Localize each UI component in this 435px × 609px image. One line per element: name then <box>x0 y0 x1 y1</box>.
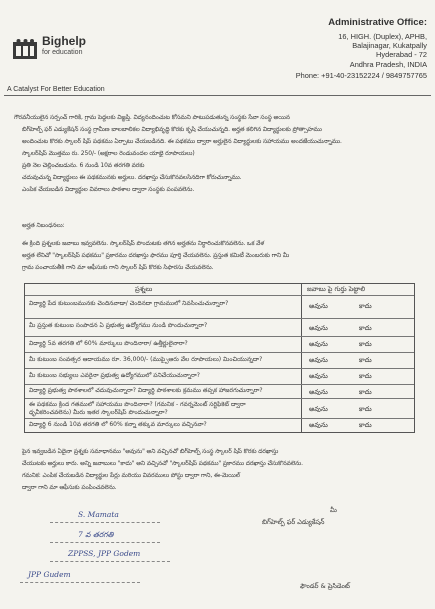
answer-yes-label: అవును <box>309 388 328 396</box>
table-row-divider <box>25 398 414 399</box>
table-row-divider <box>25 368 414 369</box>
header-divider <box>4 95 431 96</box>
closing-line: చేయుటకు అర్హులు కారు. అన్ని జవాబులు "కాదు" అని వచ్చినచో "స్కాలర్‌షిప్ పథకము" ప్రకారము దరఖాస్తు చేసుకొనవలెను. <box>22 460 303 467</box>
table-row-question: ఈ పథకము క్రింద గతములో సహాయము పొందినారా? (గమనిక - గవర్నమెంట్ సర్టిఫికెట్ ద్వారా <box>29 401 246 408</box>
answer-no-label: కాదు <box>359 405 372 413</box>
letter-line: స్కాలర్‌షిప్ మొత్తము రు. 250/- (అక్షరాల రెండువందల యాభై రూపాయలు) <box>22 150 195 157</box>
answer-no-label: కాదు <box>359 356 372 364</box>
letter-line: ప్రతి నెల చెల్లించబడును. 6 నుండి 10వ తరగతి వరకు <box>22 162 145 169</box>
letter-line: ఎంపిక చేయబడిన విద్యార్థుల వివరాలు పాఠశాల ద్వారా సంస్థకు పంపవలెను. <box>22 186 195 193</box>
answer-yes-label: అవును <box>309 302 328 310</box>
answer-no-label: కాదు <box>359 324 372 332</box>
signoff-greeting: మీ <box>330 506 337 514</box>
signoff-organization: బిగ్‌హెల్ప్ ఫర్ ఎడ్యుకేషన్ <box>262 518 325 526</box>
handwritten-student-name: S. Mamata <box>78 510 119 519</box>
table-row-divider <box>25 295 414 296</box>
handwritten-school: ZPPSS, JPP Godem <box>68 549 141 558</box>
answer-yes-label: అవును <box>309 340 328 348</box>
table-row-question: మీ కుటుంబ సభ్యులు ఎవరైనా ప్రభుత్వ ఉద్యోగములో పనిచేయుచున్నారా? <box>29 372 200 379</box>
handwritten-class: 7 వ తరగతి <box>78 530 114 539</box>
table-row-divider <box>25 418 414 419</box>
handwriting-line <box>50 542 160 543</box>
table-header-answers: జవాబు పై గుర్తు పెట్టాలి <box>307 285 366 293</box>
handwriting-line <box>20 582 140 583</box>
logo-name: Bighelp <box>42 34 86 48</box>
answer-yes-label: అవును <box>309 372 328 380</box>
office-address: 16, HIGH. (Duplex), APHB, Balajinagar, Kukatpally Hyderabad - 72 Andhra Pradesh, INDIA <box>338 32 427 69</box>
logo-subtitle: for education <box>42 49 83 56</box>
table-row-question: విద్యార్థి పేద కుటుంబమునకు చెందినవాడా/ చెందినదా గ్రామములో నివసించుచున్నారా? <box>29 300 229 307</box>
table-row-question: విద్యార్థి 5వ తరగతి లో 60% మార్కులు పొందినారా/ ఉత్తీర్ణులైనారా? <box>29 340 188 347</box>
handwritten-village: JPP Gudem <box>28 570 71 579</box>
table-row-question: మీ ప్రస్తుత కుటుంబ సంపాదన ఏ ప్రభుత్వ ఉద్యోగము నుండి పొందుచున్నారా? <box>29 322 208 329</box>
answer-yes-label: అవును <box>309 421 328 429</box>
table-row-question-continued: ధృవీకరించవలెను) మీరు ఇతర స్కాలర్‌షిప్ పొందుచున్నారా? <box>29 409 168 416</box>
answer-no-label: కాదు <box>359 372 372 380</box>
letter-line: చదువుచున్న విద్యార్థులు ఈ పథకమునకు అర్హులు. దరఖాస్తు చేసుకొనవలసినదిగా కోరుచున్నాము. <box>22 174 242 181</box>
office-phone: Phone: +91-40-23152224 / 9849757765 <box>295 70 427 80</box>
closing-line: గమనిక: ఎంపిక చేయబడిన విద్యార్థుల పేర్లు మరియు వివరములు పోస్టు ద్వారా గాని, ఈ-మెయిల్ <box>22 472 240 479</box>
handwriting-line <box>50 561 170 562</box>
tagline: A Catalyst For Better Education <box>7 86 105 93</box>
signoff-role: ఫౌండర్ & ప్రెసిడెంట్ <box>300 582 350 590</box>
letter-line: అందించుట కొరకు స్కాలర్ షిప్ పథకము ఏర్పాటు చేయబడినది. ఈ పథకము ద్వారా అర్హులైన విద్యార్థులకు సహాయము అందజేయుచున్నాము. <box>22 138 342 145</box>
table-row-question: మీ కుటుంబ సంవత్సర ఆదాయము రూ. 36,000/- (ముప్పైఆరు వేల రూపాయలు) మించియున్నదా? <box>29 356 263 363</box>
closing-line: ద్వారా గాని మా ఆఫీసుకు పంపించవలెను. <box>22 484 117 491</box>
eligibility-table <box>24 283 415 433</box>
letter-line: బిగ్‌హెల్ప్ ఫర్ ఎడ్యుకేషన్ సంస్థ గ్రామీణ బాలబాలికల విద్యాభివృద్ధి కొరకు కృషి చేయుచున్నది. అర్హత కలిగిన విద్యార్థులకు ప్రోత్సాహము <box>22 126 322 133</box>
letter-line: ఈ క్రింది ప్రశ్నలకు జవాబు ఇవ్వవలెను. స్కాలర్‌షిప్ పొందుటకు తగిన అర్హతను నిర్ధారించుకొనవలెను. ఒక వేళ <box>22 240 265 247</box>
office-title: Administrative Office: <box>328 17 427 28</box>
table-row-divider <box>25 384 414 385</box>
letter-line: గ్రామ పంచాయతీకి గాని మా ఆఫీసుకు గాని స్కాలర్ షిప్ కొరకు సిఫారసు చేయవలెను. <box>22 264 214 271</box>
answer-yes-label: అవును <box>309 356 328 364</box>
letter-line: అర్హత లేనిచో "స్కాలర్‌షిప్ పథకము" ప్రకారము దరఖాస్తు ఫారము పూర్తి చేయవలెను. ప్రస్తుత కమిటీ మెంబరుకు గాని మీ <box>22 252 290 259</box>
table-row-divider <box>25 318 414 319</box>
answer-yes-label: అవును <box>309 324 328 332</box>
letter-line: అర్హత నిబంధనలు: <box>22 222 65 229</box>
table-column-divider <box>301 284 302 432</box>
handwriting-line <box>50 522 160 523</box>
table-row-question: విద్యార్థి ప్రభుత్వ పాఠశాలలో చదువుచున్నారా? విద్యార్థి పాఠశాలకు క్రమము తప్పక హాజరగుచున్నారా? <box>29 387 263 394</box>
logo-mark-icon <box>12 38 38 60</box>
closing-line: పైన ఇవ్వబడిన ఏదైనా ప్రశ్నకు సమాధానము "అవును" అని వచ్చినచో బిగ్‌హెల్ప్ సంస్థ స్కాలర్ షిప్ కొరకు దరఖాస్తు <box>22 448 279 455</box>
answer-yes-label: అవును <box>309 405 328 413</box>
answer-no-label: కాదు <box>359 421 372 429</box>
table-row-divider <box>25 336 414 337</box>
table-row-divider <box>25 352 414 353</box>
answer-no-label: కాదు <box>359 340 372 348</box>
letter-line: గౌరవనీయులైన సర్పంచ్ గారికి, గ్రామ పెద్దలకు విజ్ఞప్తి. విద్యనందించుట కోసమని పాటుపడుతున్న సంస్థకు సేవా సంస్థ అయిన <box>14 114 290 121</box>
answer-no-label: కాదు <box>359 388 372 396</box>
bighelp-logo <box>12 34 92 74</box>
table-row-question: విద్యార్థి 6 నుండి 10వ తరగతి లో 60% కన్నా తక్కువ మార్కులు వచ్చినవా? <box>29 421 207 428</box>
answer-no-label: కాదు <box>359 302 372 310</box>
office-address-block <box>267 17 427 80</box>
table-header-questions: ప్రశ్నలు <box>135 285 153 293</box>
